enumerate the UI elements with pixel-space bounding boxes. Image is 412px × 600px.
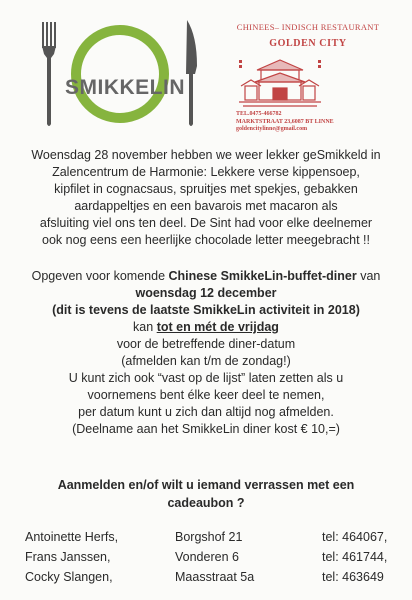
- contact-name: Antoinette Herfs,: [25, 530, 119, 544]
- smikkelin-logo: [40, 18, 200, 128]
- last-activity-note: (dit is tevens de laatste SmikkeLin activiteit in 2018): [52, 303, 360, 317]
- contact-name: Cocky Slangen,: [25, 570, 113, 584]
- restaurant-email: goldencitylinne@gmail.com: [236, 126, 308, 133]
- contact-phone: tel: 461744,: [322, 550, 388, 564]
- signup-line: per datum kunt u zich dan altijd nog afmelden.: [78, 405, 334, 419]
- contact-phone: tel: 463649: [322, 570, 384, 584]
- signup-paragraph: [0, 268, 412, 438]
- contact-address: Vonderen 6: [175, 550, 239, 564]
- restaurant-phone: TEL.0475-466782: [236, 111, 282, 117]
- contact-address: Maasstraat 5a: [175, 570, 255, 584]
- closing-paragraph: [0, 476, 412, 512]
- signup-prefix: Opgeven voor komende: [31, 269, 169, 283]
- signup-line: voor de betreffende diner-datum: [116, 337, 296, 351]
- intro-line: afsluiting viel ons ten deel. De Sint had voor elke deelnemer: [39, 216, 373, 230]
- intro-line: Zalencentrum de Harmonie: Lekkere verse kippensoep,: [52, 165, 360, 179]
- restaurant-address: MARKTSTRAAT 23,6087 BT LINNE: [236, 118, 334, 125]
- logo-ring: [76, 30, 164, 118]
- intro-line: Woensdag 28 november hebben we weer lekker geSmikkeld in: [31, 148, 381, 162]
- restaurant-card: [228, 18, 388, 133]
- signup-line: voornemens bent élke keer deel te nemen,: [87, 388, 325, 402]
- contact-row: [0, 530, 412, 547]
- price-note: (Deelname aan het SmikkeLin diner kost € 10,=): [72, 422, 340, 436]
- signup-line: U kunt zich ook “vast op de lijst” laten zetten als u: [68, 371, 344, 385]
- logo-wordmark: SMIKKELIN: [65, 76, 185, 99]
- deadline-prefix: kan: [133, 320, 157, 334]
- contact-phone: tel: 464067,: [322, 530, 388, 544]
- closing-line: cadeaubon ?: [167, 496, 245, 510]
- event-date: woensdag 12 december: [135, 286, 277, 300]
- contact-row: [0, 550, 412, 567]
- signup-line: (afmelden kan t/m de zondag!): [121, 354, 291, 368]
- signup-line: [0, 268, 412, 285]
- restaurant-subtitle: CHINEES– INDISCH RESTAURANT: [236, 22, 380, 32]
- fork-icon: [42, 22, 56, 126]
- restaurant-name: GOLDEN CITY: [269, 38, 347, 49]
- intro-line: ook nog eens een heerlijke chocolade letter meegebracht !!: [42, 233, 370, 247]
- deadline-line: [0, 319, 412, 336]
- logo-graphic: [40, 18, 200, 128]
- closing-line: Aanmelden en/of wilt u iemand verrassen met een: [57, 478, 355, 492]
- intro-line: kipfilet in cognacsaus, spruitjes met spekjes, gebakken: [54, 182, 358, 196]
- intro-line: aardappeltjes en een bavarois met macaron als: [74, 199, 338, 213]
- event-name: Chinese SmikkeLin-buffet-diner: [168, 269, 357, 283]
- knife-icon: [186, 20, 197, 126]
- contact-address: Borgshof 21: [175, 530, 243, 544]
- deadline-text: tot en mét de vrijdag: [156, 320, 279, 334]
- signup-suffix: van: [356, 269, 381, 283]
- contact-row: [0, 570, 412, 587]
- restaurant-info: [236, 111, 334, 134]
- contact-name: Frans Janssen,: [25, 550, 111, 564]
- intro-paragraph: [0, 147, 412, 249]
- chinese-gate-picture: [237, 56, 323, 110]
